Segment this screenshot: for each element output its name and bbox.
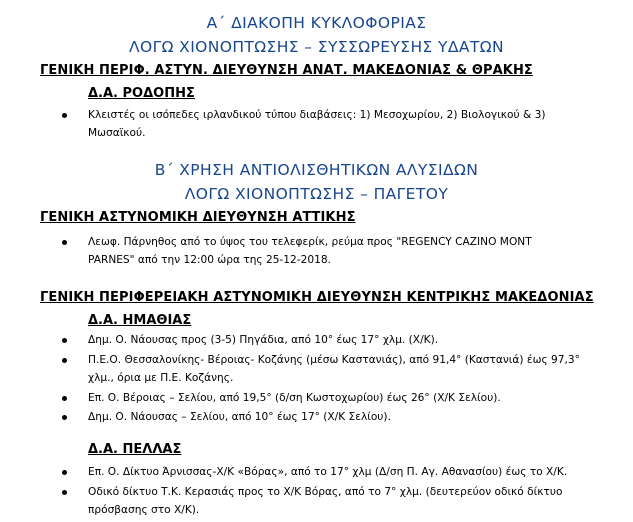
list-item-text: Μωσαϊκού. (88, 127, 146, 139)
bullet-icon (62, 358, 67, 363)
list-item-text: πρόσβασης στο Χ/Κ). (88, 504, 200, 516)
list-item-text: Π.Ε.Ο. Θεσσαλονίκης- Βέροιας- Κοζάνης (μέσω Καστανιάς), από 91,4° (Καστανιά) έως 97,3° (88, 354, 580, 366)
heading-eastern-macedonia-thrace: ΓΕΝΙΚΗ ΠΕΡΙΦ. ΑΣΤΥΝ. ΔΙΕΥΘΥΝΣΗ ΑΝΑΤ. ΜΑΚΕΔΟΝΙΑΣ & ΘΡΑΚΗΣ (40, 63, 533, 78)
section-b-subtitle: ΛΟΓΩ ΧΙΟΝΟΠΤΩΣΗΣ – ΠΑΓΕΤΟΥ (184, 185, 449, 203)
list-item-text: Κλειστές οι ισόπεδες ιρλανδικού τύπου διαβάσεις: 1) Μεσοχωρίου, 2) Βιολογικού & 3) (88, 109, 546, 121)
section-a-title: Α΄ ΔΙΑΚΟΠΗ ΚΥΚΛΟΦΟΡΙΑΣ (206, 14, 427, 32)
section-a-subtitle: ΛΟΓΩ ΧΙΟΝΟΠΤΩΣΗΣ – ΣΥΣΣΩΡΕΥΣΗΣ ΥΔΑΤΩΝ (128, 38, 505, 56)
list-item-text: Δημ. Ο. Νάουσας – Σελίου, από 10° έως 17° (Χ/Κ Σελίου). (88, 411, 391, 423)
bullet-icon (62, 470, 67, 475)
list-item-text: χλμ., όρια με Π.Ε. Κοζάνης. (88, 372, 234, 384)
list-item-text: Επ. Ο. Δίκτυο Άρνισσας-Χ/Κ «Βόρας», από το 17° χλμ (Δ/ση Π. Αγ. Αθανασίου) έως το Χ/Κ. (88, 466, 568, 478)
list-item-text: Δημ. Ο. Νάουσας προς (3-5) Πηγάδια, από 10° έως 17° χλμ. (Χ/Κ). (88, 334, 439, 346)
subheading-pella: Δ.Α. ΠΕΛΛΑΣ (88, 442, 182, 457)
bullet-icon (62, 490, 67, 495)
list-item-text: Επ. Ο. Βέροιας – Σελίου, από 19,5° (δ/ση Κωστοχωρίου) έως 26° (Χ/Κ Σελίου). (88, 392, 501, 404)
heading-central-macedonia: ΓΕΝΙΚΗ ΠΕΡΙΦΕΡΕΙΑΚΗ ΑΣΤΥΝΟΜΙΚΗ ΔΙΕΥΘΥΝΣΗ ΚΕΝΤΡΙΚΗΣ ΜΑΚΕΔΟΝΙΑΣ (40, 290, 594, 305)
section-b-title: Β΄ ΧΡΗΣΗ ΑΝΤΙΟΛΙΣΘΗΤΙΚΩΝ ΑΛΥΣΙΔΩΝ (154, 161, 479, 179)
subheading-rodopi: Δ.Α. ΡΟΔΟΠΗΣ (88, 86, 195, 101)
bullet-icon (62, 113, 67, 118)
list-item-text: Οδικό δίκτυο Τ.Κ. Κερασιάς προς το Χ/Κ Βόρας, από το 7° χλμ. (δευτερεύον οδικό δίκτυο (88, 486, 563, 498)
bullet-icon (62, 415, 67, 420)
subheading-imathia: Δ.Α. ΗΜΑΘΙΑΣ (88, 313, 192, 328)
bullet-icon (62, 396, 67, 401)
list-item-text: PARNES" από την 12:00 ώρα της 25-12-2018. (88, 254, 331, 266)
bullet-icon (62, 338, 67, 343)
heading-attica: ΓΕΝΙΚΗ ΑΣΤΥΝΟΜΙΚΗ ΔΙΕΥΘΥΝΣΗ ΑΤΤΙΚΗΣ (40, 210, 356, 225)
bullet-icon (62, 240, 67, 245)
list-item-text: Λεωφ. Πάρνηθος από το ύψος του τελεφερίκ, ρεύμα προς "REGENCY CAZINO MONT (88, 236, 532, 248)
